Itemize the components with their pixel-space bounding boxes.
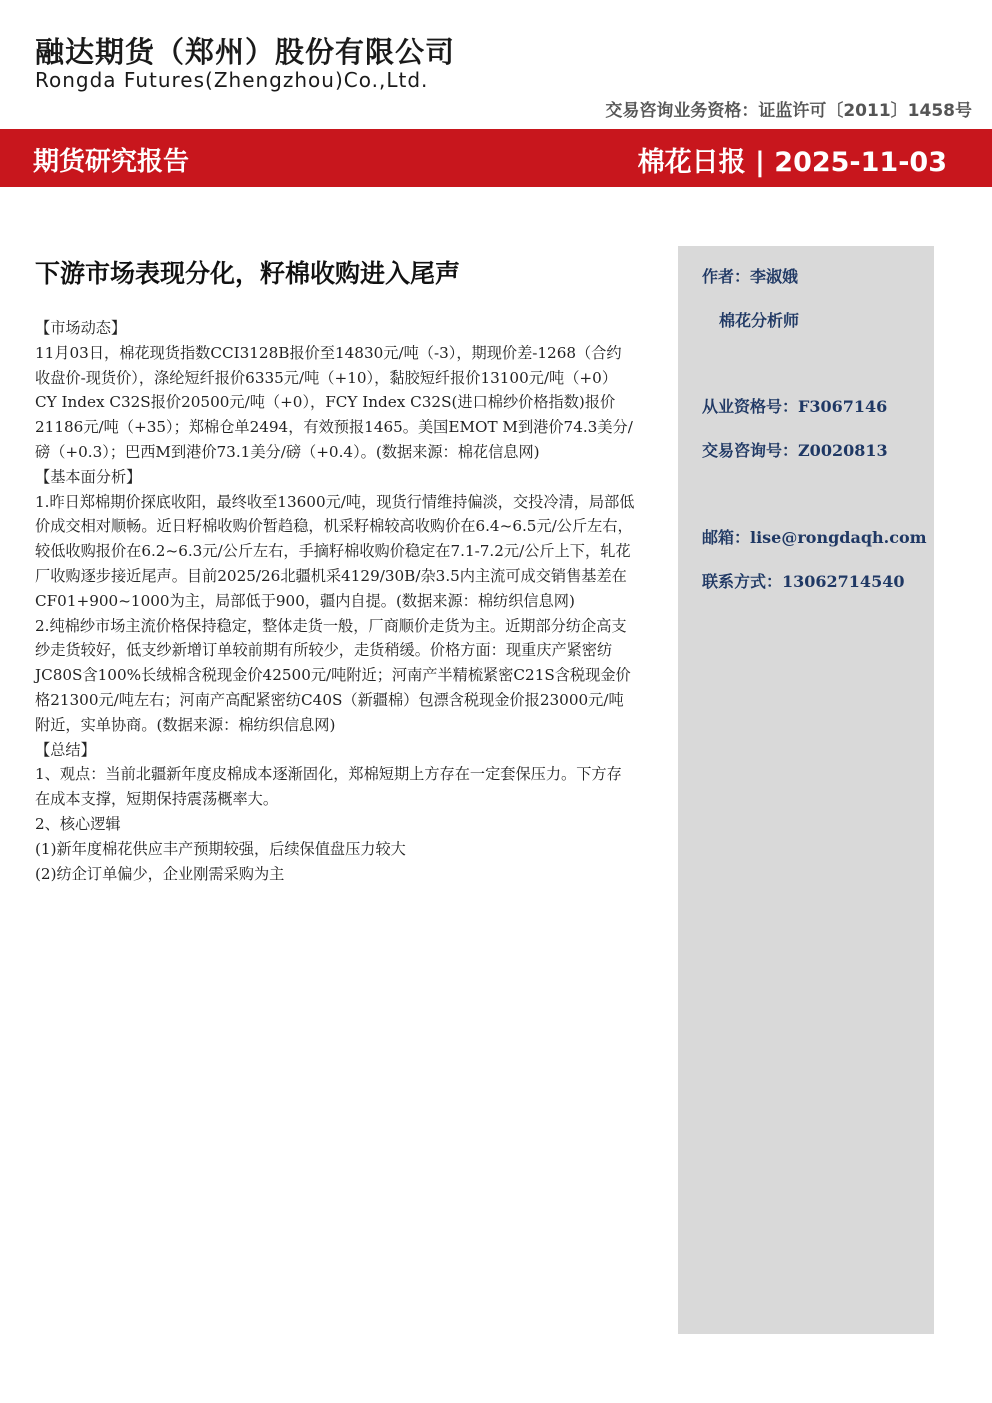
license-number: 交易咨询业务资格：证监许可〔2011〕1458号 — [605, 101, 972, 121]
company-name-en: Rongda Futures(Zhengzhou)Co.,Ltd. — [35, 68, 429, 92]
summary-paragraph-3: (1)新年度棉花供应丰产预期较强，后续保值盘压力较大 — [35, 839, 406, 858]
summary-paragraph-1: 1、观点：当前北疆新年度皮棉成本逐渐固化，郑棉短期上方存在一定套保压力。下方存在成本支撑，短期保持震荡概率大。 — [35, 765, 622, 809]
fundamentals-paragraph-1: 1.昨日郑棉期价探底收阳，最终收至13600元/吨，现货行情维持偏淡，交投冷清，局部低价成交相对顺畅。近日籽棉收购价暂趋稳，机采籽棉较高收购价在6.4~6.5元/公斤左右，较低收购报价在6.2~6.3元/公斤左右，手摘籽棉收购价稳定在7.1-7.2元/公斤上下，轧花厂收购逐步接近尾声。目前2025/26北疆机采4129/30B/杂3.5内主流可成交销售基差在CF01+900~1000为主，局部低于900，疆内自提。(数据来源：棉纺织信息网) — [35, 492, 635, 610]
company-name-cn: 融达期货（郑州）股份有限公司 — [35, 35, 456, 69]
author-sidebar — [678, 246, 934, 1334]
fundamentals-paragraph-2: 2.纯棉纱市场主流价格保持稳定，整体走货一般，厂商顺价走货为主。近期部分纺企高支纱走货较好，低支纱新增订单较前期有所较少，走货稍缓。价格方面：现重庆产紧密纺JC80S含100%长绒棉含税现金价42500元/吨附近；河南产半精梳紧密C21S含税现金价格21300元/吨左右；河南产高配紧密纺C40S（新疆棉）包漂含税现金价报23000元/吨附近，实单协商。(数据来源：棉纺织信息网) — [35, 616, 631, 734]
author-name: 作者：李淑娥 — [702, 267, 799, 286]
report-title-date: 棉花日报 | 2025-11-03 — [637, 147, 947, 178]
report-body — [35, 316, 635, 886]
summary-paragraph-2: 2、核心逻辑 — [35, 814, 121, 833]
qualification-number: 从业资格号：F3067146 — [702, 397, 888, 416]
section-title-fundamentals: 【基本面分析】 — [35, 467, 142, 486]
report-headline: 下游市场表现分化，籽棉收购进入尾声 — [35, 259, 461, 288]
section-title-market: 【市场动态】 — [35, 319, 127, 337]
author-email[interactable]: 邮箱：lise@rongdaqh.com — [702, 528, 927, 547]
section-title-summary: 【总结】 — [35, 740, 96, 759]
author-role: 棉花分析师 — [719, 311, 800, 330]
summary-paragraph-4: (2)纺企订单偏少，企业刚需采购为主 — [35, 864, 285, 883]
author-phone: 联系方式：13062714540 — [702, 572, 905, 591]
report-type: 期货研究报告 — [33, 147, 190, 177]
report-banner — [0, 129, 992, 187]
section-text-market: 11月03日，棉花现货指数CCI3128B报价至14830元/吨（-3），期现价差-1268（合约收盘价-现货价），涤纶短纤报价6335元/吨（+10），黏胶短纤报价13100元/吨（+0）CY Index C32S报价20500元/吨（+0），FCY Index C32S(进口棉纱价格指数)报价21186元/吨（+35）；郑棉仓单2494，有效预报1465。美国EMOT M到港价74.3美分/磅（+0.3）；巴西M到港价73.1美分/磅（+0.4）。(数据来源：棉花信息网) — [35, 343, 633, 461]
consult-number: 交易咨询号：Z0020813 — [702, 441, 888, 460]
